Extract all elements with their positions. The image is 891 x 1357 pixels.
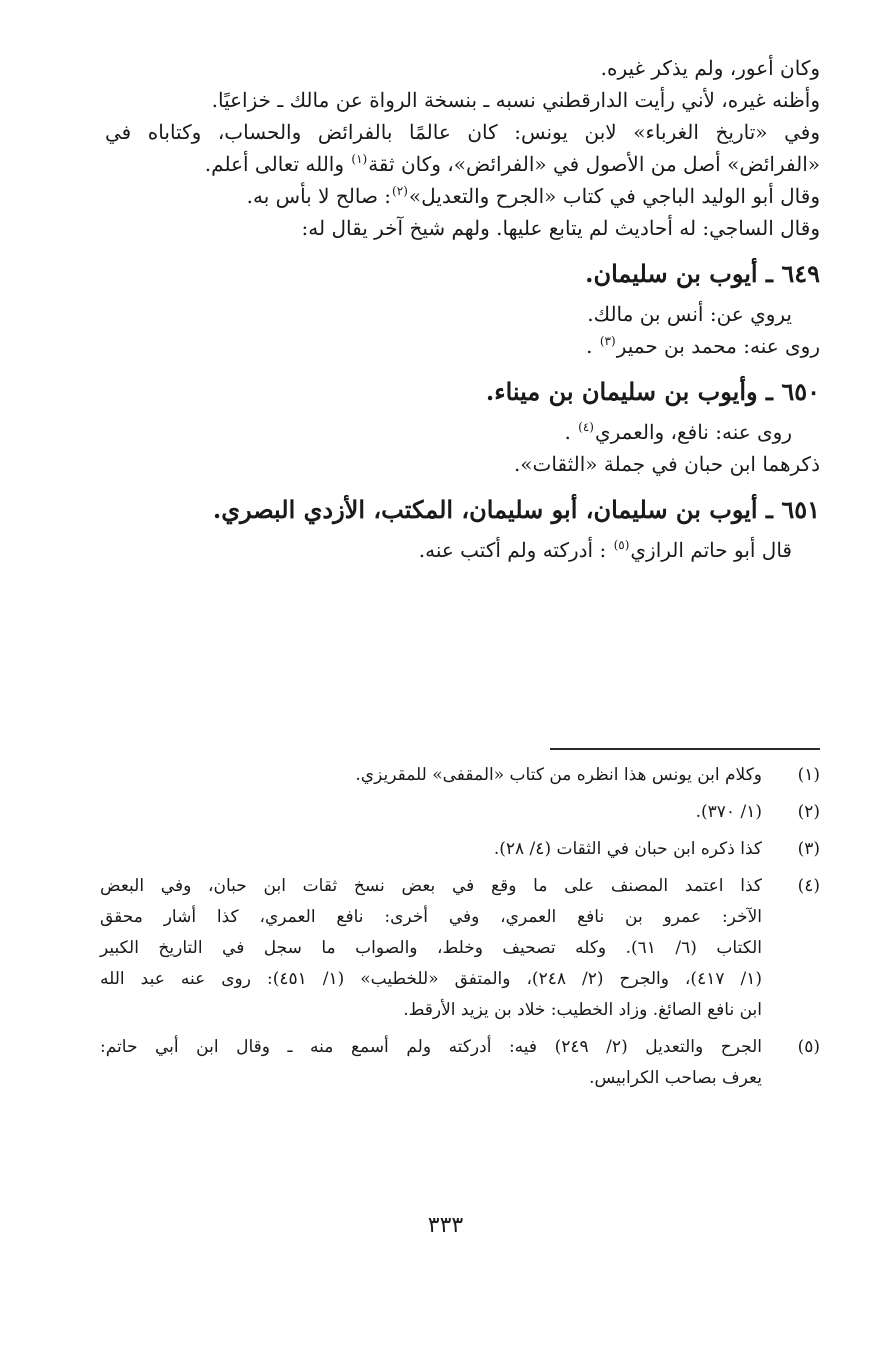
footnote-line: كذا ذكره ابن حبان في الثقات (٤/ ٢٨). bbox=[493, 839, 762, 859]
footnote-separator bbox=[550, 748, 820, 750]
text-segment: روى عنه: نافع، والعمري bbox=[594, 420, 792, 444]
text-segment: : صالح لا بأس به. bbox=[246, 184, 392, 208]
footnote-ref[interactable]: (٢) bbox=[392, 184, 408, 199]
footnote-line: ابن نافع الصائغ. وزاد الخطيب: خلاد بن يزيد الأرقط. bbox=[403, 1000, 762, 1020]
entry-heading-650: ٦٥٠ ـ وأيوب بن سليمان بن ميناء. bbox=[485, 377, 820, 406]
body-line: وفي «تاريخ الغرباء» لابن يونس: كان عالمًا بالفرائض والحساب، وكتاباه في bbox=[105, 120, 820, 144]
footnote-marker: (٤) bbox=[797, 876, 820, 896]
text-segment: قال أبو حاتم الرازي bbox=[630, 538, 792, 562]
text-segment: «الفرائض» أصل من الأصول في «الفرائض»، وكان ثقة bbox=[368, 152, 820, 176]
footnote-marker: (٥) bbox=[797, 1037, 820, 1057]
footnote-line: الكتاب (٦/ ٦١). وكله تصحيف وخلط، والصواب ما سجل في التاريخ الكبير bbox=[100, 938, 762, 958]
body-line: يروي عن: أنس بن مالك. bbox=[587, 302, 792, 326]
footnote-line: يعرف بصاحب الكرابيس. bbox=[589, 1068, 762, 1088]
body-line bbox=[105, 416, 820, 448]
body-line bbox=[105, 180, 820, 212]
footnote-line: (١/ ٣٧٠). bbox=[695, 802, 762, 822]
footnote-ref[interactable]: (٤) bbox=[578, 420, 594, 435]
footnote-1 bbox=[100, 760, 820, 791]
footnote-5 bbox=[100, 1032, 820, 1094]
text-segment: وقال أبو الوليد الباجي في كتاب «الجرح والتعديل» bbox=[408, 184, 820, 208]
body-line: ذكرهما ابن حبان في جملة «الثقات». bbox=[513, 452, 820, 476]
body-line bbox=[105, 330, 820, 362]
entry-heading-649: ٦٤٩ ـ أيوب بن سليمان. bbox=[585, 259, 820, 288]
text-segment: والله تعالى أعلم. bbox=[204, 152, 351, 176]
page-number: ٣٣٣ bbox=[427, 1213, 464, 1238]
text-segment: . bbox=[564, 420, 578, 444]
footnote-line: (١/ ٤١٧)، والجرح (٢/ ٢٤٨)، والمتفق «للخطيب» (١/ ٤٥١): روى عنه عبد الله bbox=[100, 969, 762, 989]
body-line bbox=[105, 148, 820, 180]
footnote-marker: (١) bbox=[797, 765, 820, 785]
entry-heading-651: ٦٥١ ـ أيوب بن سليمان، أبو سليمان، المكتب، الأزدي البصري. bbox=[212, 495, 820, 524]
body-line: وقال الساجي: له أحاديث لم يتابع عليها. ولهم شيخ آخر يقال له: bbox=[301, 216, 820, 240]
footnote-3 bbox=[100, 834, 820, 865]
footnote-ref[interactable]: (١) bbox=[351, 152, 368, 167]
main-text bbox=[105, 52, 820, 566]
footnote-line: وكلام ابن يونس هذا انظره من كتاب «المقفى» للمقريزي. bbox=[355, 765, 762, 785]
footnote-4 bbox=[100, 871, 820, 1026]
text-segment: . bbox=[586, 334, 599, 358]
footnote-marker: (٣) bbox=[797, 839, 820, 859]
footnote-ref[interactable]: (٥) bbox=[613, 538, 630, 553]
footnotes bbox=[100, 760, 820, 1100]
footnote-line: الآخر: عمرو بن نافع العمري، وفي أخرى: نافع العمري، كذا أشار محقق bbox=[100, 907, 762, 927]
footnote-2 bbox=[100, 797, 820, 828]
footnote-marker: (٢) bbox=[797, 802, 820, 822]
body-line bbox=[105, 534, 820, 566]
text-segment: : أدركته ولم أكتب عنه. bbox=[418, 538, 613, 562]
footnote-ref[interactable]: (٣) bbox=[599, 334, 616, 349]
footnote-line: الجرح والتعديل (٢/ ٢٤٩) فيه: أدركته ولم أسمع منه ـ وقال ابن أبي حاتم: bbox=[100, 1037, 762, 1057]
text-segment: روى عنه: محمد بن حمير bbox=[616, 334, 820, 358]
body-line: وكان أعور، ولم يذكر غيره. bbox=[600, 56, 820, 80]
footnote-line: كذا اعتمد المصنف على ما وقع في بعض نسخ ثقات ابن حبان، وفي البعض bbox=[100, 876, 762, 896]
body-line: وأظنه غيره، لأني رأيت الدارقطني نسبه ـ بنسخة الرواة عن مالك ـ خزاعيًا. bbox=[211, 88, 820, 112]
